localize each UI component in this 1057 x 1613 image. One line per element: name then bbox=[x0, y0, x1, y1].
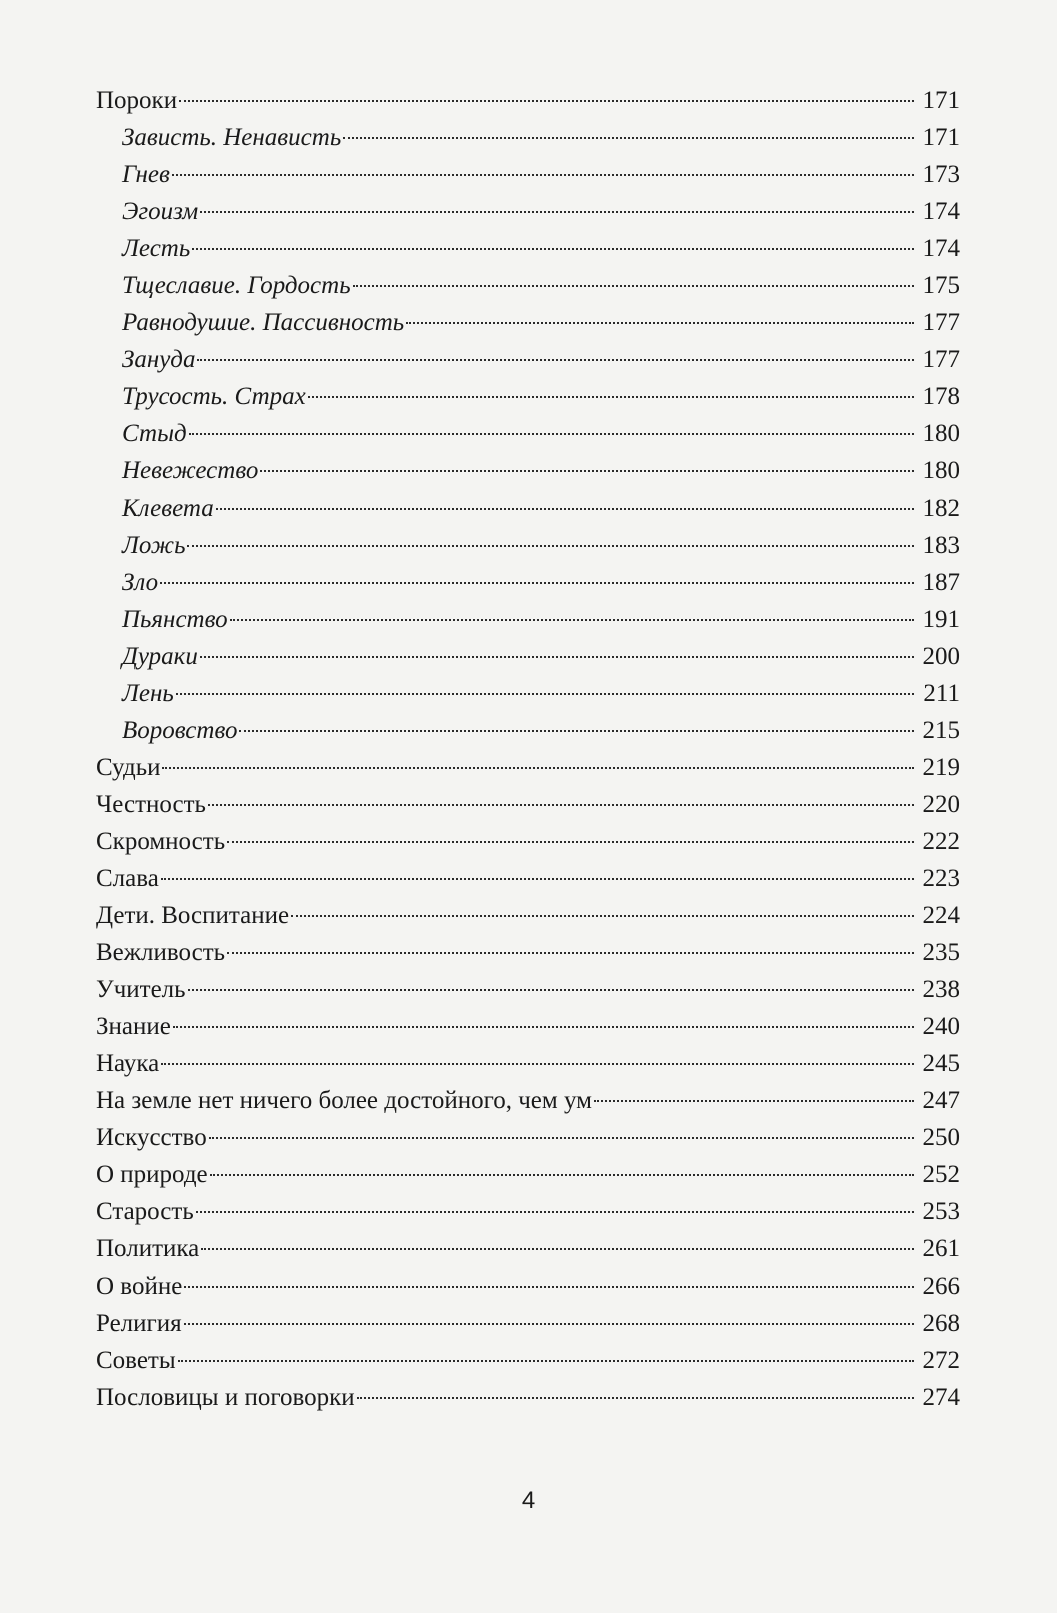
toc-entry-title: Честность bbox=[96, 790, 206, 818]
toc-subentry bbox=[96, 304, 960, 341]
toc-entry-title: Лень bbox=[122, 679, 174, 707]
toc-entry-page-number: 174 bbox=[922, 235, 960, 263]
toc-entry-title: Гнев bbox=[122, 161, 170, 189]
toc-entry-title: Слава bbox=[96, 864, 159, 892]
toc-entry-page-number: 272 bbox=[922, 1346, 960, 1374]
toc-subentry bbox=[96, 490, 960, 527]
toc-entry-page-number: 240 bbox=[922, 1013, 960, 1041]
toc-entry bbox=[96, 1268, 960, 1305]
toc-subentry bbox=[96, 527, 960, 564]
toc-subentry bbox=[96, 267, 960, 304]
toc-subentry bbox=[96, 378, 960, 415]
toc-entry-page-number: 182 bbox=[922, 494, 960, 522]
dot-leader bbox=[187, 545, 914, 547]
dot-leader bbox=[201, 1248, 914, 1250]
toc-entry-page-number: 177 bbox=[922, 346, 960, 374]
toc-entry-title: Трусость. Страх bbox=[122, 383, 306, 411]
toc-entry-title: Дети. Воспитание bbox=[96, 902, 290, 930]
toc-subentry bbox=[96, 415, 960, 452]
dot-leader bbox=[210, 1174, 914, 1176]
toc-entry-page-number: 266 bbox=[922, 1272, 960, 1300]
toc-entry-title: Пословицы и поговорки bbox=[96, 1383, 355, 1411]
toc-entry-page-number: 180 bbox=[922, 457, 960, 485]
toc-entry-page-number: 173 bbox=[922, 161, 960, 189]
dot-leader bbox=[260, 470, 914, 472]
toc-entry-title: Стыд bbox=[122, 420, 187, 448]
toc-subentry bbox=[96, 564, 960, 601]
toc-entry-title: Пьянство bbox=[122, 605, 228, 633]
dot-leader bbox=[192, 248, 914, 250]
toc-entry-title: Учитель bbox=[96, 976, 186, 1004]
toc-entry-title: О природе bbox=[96, 1161, 208, 1189]
toc-entry-page-number: 175 bbox=[922, 272, 960, 300]
dot-leader bbox=[196, 1211, 914, 1213]
toc-entry-page-number: 180 bbox=[922, 420, 960, 448]
page-number: 4 bbox=[521, 1487, 536, 1514]
toc-entry-title: Зло bbox=[122, 568, 159, 596]
toc-entry-title: Знание bbox=[96, 1013, 171, 1041]
dot-leader bbox=[200, 656, 914, 658]
toc-entry-page-number: 223 bbox=[922, 864, 960, 892]
toc-entry-title: Религия bbox=[96, 1309, 182, 1337]
toc-entry-title: Судьи bbox=[96, 753, 161, 781]
dot-leader bbox=[178, 1360, 914, 1362]
toc-entry-title: Зануда bbox=[122, 346, 196, 374]
toc-entry-page-number: 274 bbox=[922, 1383, 960, 1411]
toc-entry-page-number: 245 bbox=[922, 1050, 960, 1078]
toc-entry-page-number: 177 bbox=[922, 309, 960, 337]
table-of-contents bbox=[96, 82, 960, 1416]
toc-entry-page-number: 219 bbox=[922, 753, 960, 781]
dot-leader bbox=[227, 952, 914, 954]
toc-entry-page-number: 268 bbox=[922, 1309, 960, 1337]
toc-entry-page-number: 220 bbox=[922, 790, 960, 818]
toc-entry bbox=[96, 1305, 960, 1342]
toc-entry-page-number: 191 bbox=[922, 605, 960, 633]
toc-entry-title: Ложь bbox=[122, 531, 186, 559]
toc-entry-page-number: 178 bbox=[922, 383, 960, 411]
dot-leader bbox=[353, 285, 914, 287]
dot-leader bbox=[594, 1100, 914, 1102]
toc-entry bbox=[96, 1342, 960, 1379]
toc-entry-page-number: 247 bbox=[922, 1087, 960, 1115]
toc-subentry bbox=[96, 341, 960, 378]
dot-leader bbox=[162, 767, 914, 769]
toc-entry-title: Эгоизм bbox=[122, 198, 199, 226]
toc-entry bbox=[96, 1230, 960, 1267]
toc-entry bbox=[96, 1156, 960, 1193]
toc-entry-page-number: 235 bbox=[922, 939, 960, 967]
toc-entry-page-number: 253 bbox=[922, 1198, 960, 1226]
toc-entry-page-number: 250 bbox=[922, 1124, 960, 1152]
toc-entry-title: Равнодушие. Пассивность bbox=[122, 309, 405, 337]
toc-entry-title: Тщеславие. Гордость bbox=[122, 272, 351, 300]
toc-entry-title: Скромность bbox=[96, 827, 226, 855]
toc-entry bbox=[96, 1119, 960, 1156]
toc-entry-title: Пороки bbox=[96, 87, 178, 114]
toc-subentry bbox=[96, 638, 960, 675]
toc-entry-title: Наука bbox=[96, 1050, 160, 1078]
dot-leader bbox=[176, 693, 914, 695]
toc-entry-page-number: 200 bbox=[922, 642, 960, 670]
toc-entry-page-number: 252 bbox=[922, 1161, 960, 1189]
dot-leader bbox=[160, 582, 914, 584]
toc-subentry bbox=[96, 230, 960, 267]
toc-entry bbox=[96, 1082, 960, 1119]
toc-subentry bbox=[96, 675, 960, 712]
dot-leader bbox=[184, 1323, 914, 1325]
toc-entry-page-number: 238 bbox=[922, 976, 960, 1004]
toc-entry-title: Невежество bbox=[122, 457, 259, 485]
toc-subentry bbox=[96, 156, 960, 193]
dot-leader bbox=[179, 100, 914, 102]
toc-entry-title: Старость bbox=[96, 1198, 194, 1226]
toc-entry-page-number: 215 bbox=[922, 716, 960, 744]
toc-entry bbox=[96, 934, 960, 971]
dot-leader bbox=[161, 1063, 914, 1065]
toc-subentry bbox=[96, 452, 960, 489]
toc-entry-title: Искусство bbox=[96, 1124, 207, 1152]
toc-entry-title: Клевета bbox=[122, 494, 214, 522]
dot-leader bbox=[197, 359, 914, 361]
toc-entry-page-number: 171 bbox=[922, 124, 960, 152]
dot-leader bbox=[216, 508, 914, 510]
dot-leader bbox=[406, 322, 914, 324]
dot-leader bbox=[230, 619, 914, 621]
toc-entry-title: О войне bbox=[96, 1272, 183, 1300]
toc-entry-page-number: 174 bbox=[922, 198, 960, 226]
dot-leader bbox=[357, 1397, 914, 1399]
toc-entry-page-number: 261 bbox=[922, 1235, 960, 1263]
toc-entry bbox=[96, 971, 960, 1008]
dot-leader bbox=[209, 1137, 914, 1139]
dot-leader bbox=[308, 396, 914, 398]
toc-entry-page-number: 171 bbox=[922, 87, 960, 114]
dot-leader bbox=[188, 989, 914, 991]
toc-entry-page-number: 222 bbox=[922, 827, 960, 855]
dot-leader bbox=[173, 1026, 914, 1028]
toc-entry-page-number: 187 bbox=[922, 568, 960, 596]
dot-leader bbox=[291, 915, 914, 917]
toc-entry bbox=[96, 786, 960, 823]
dot-leader bbox=[200, 211, 914, 213]
toc-subentry bbox=[96, 712, 960, 749]
toc-entry-page-number: 224 bbox=[922, 902, 960, 930]
toc-entry bbox=[96, 897, 960, 934]
toc-entry-title: Вежливость bbox=[96, 939, 226, 967]
toc-subentry bbox=[96, 193, 960, 230]
toc-entry bbox=[96, 1045, 960, 1082]
toc-entry bbox=[96, 1193, 960, 1230]
toc-subentry bbox=[96, 119, 960, 156]
dot-leader bbox=[208, 804, 914, 806]
dot-leader bbox=[343, 137, 914, 139]
toc-entry bbox=[96, 860, 960, 897]
dot-leader bbox=[227, 841, 914, 843]
dot-leader bbox=[161, 878, 914, 880]
toc-entry bbox=[96, 1008, 960, 1045]
dot-leader bbox=[172, 174, 914, 176]
toc-entry-title: Советы bbox=[96, 1346, 176, 1374]
toc-entry-page-number: 183 bbox=[922, 531, 960, 559]
toc-entry-title: Зависть. Ненависть bbox=[122, 124, 342, 152]
toc-subentry bbox=[96, 601, 960, 638]
toc-entry bbox=[96, 749, 960, 786]
dot-leader bbox=[189, 433, 914, 435]
toc-entry-title: Лесть bbox=[122, 235, 191, 263]
toc-entry-title: На земле нет ничего более достойного, чем ум bbox=[96, 1087, 592, 1115]
toc-entry bbox=[96, 82, 960, 119]
toc-entry-title: Дураки bbox=[122, 642, 198, 670]
toc-entry bbox=[96, 823, 960, 860]
toc-entry-title: Политика bbox=[96, 1235, 200, 1263]
dot-leader bbox=[184, 1286, 914, 1288]
dot-leader bbox=[239, 730, 914, 732]
toc-entry-title: Воровство bbox=[122, 716, 238, 744]
toc-entry-page-number: 211 bbox=[923, 679, 960, 707]
toc-entry bbox=[96, 1379, 960, 1416]
